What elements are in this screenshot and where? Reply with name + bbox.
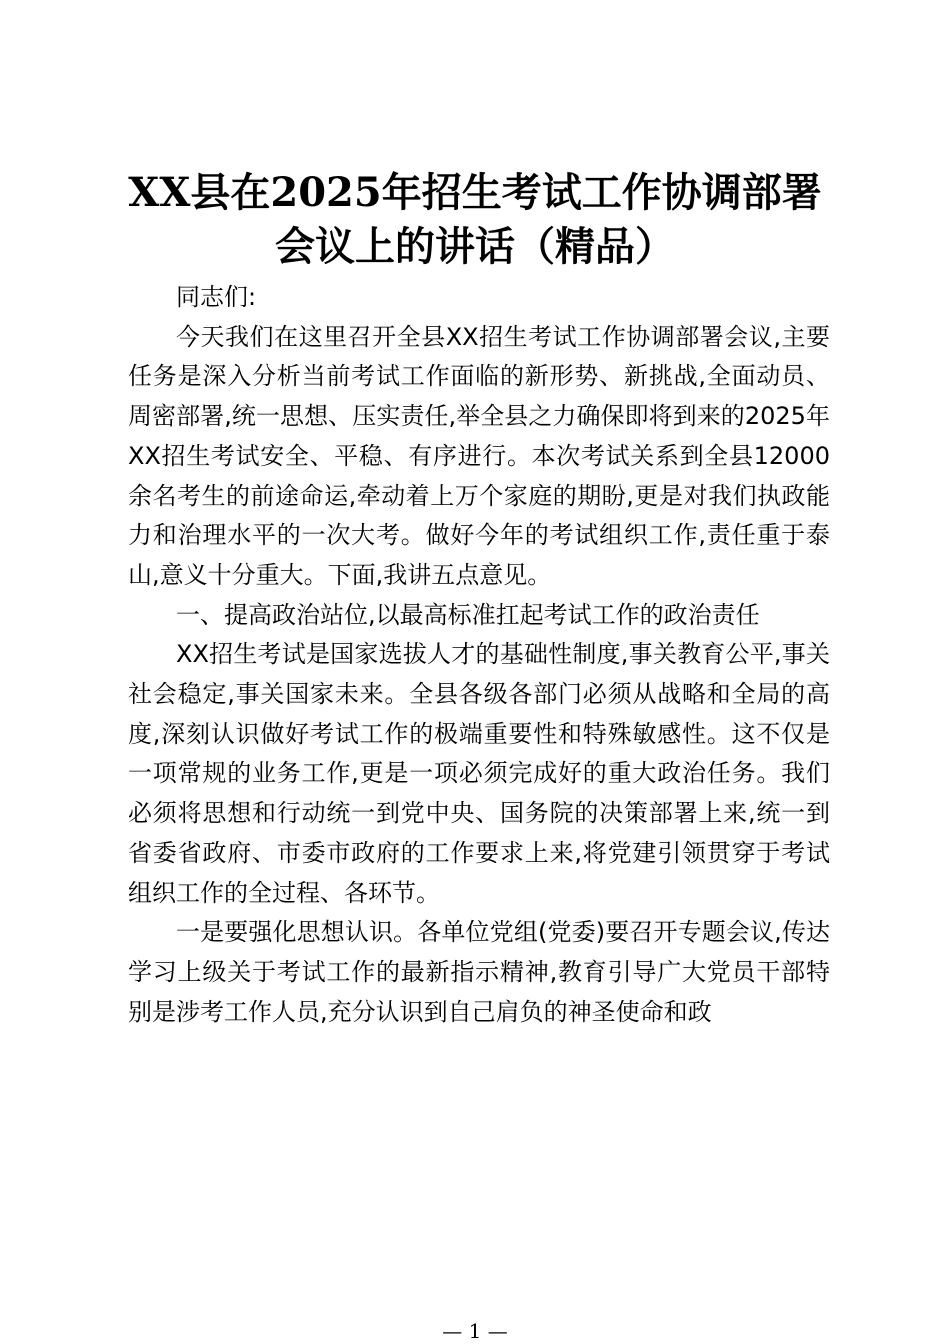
page-number: — 1 — — [442, 1319, 508, 1343]
document-title-line-1: XX县在2025年招生考试工作协调部署 — [128, 169, 822, 216]
paragraph-section-1: XX招生考试是国家选拔人才的基础性制度,事关教育公平,事关社会稳定,事关国家未来。全县各级各部门必须从战略和全局的高度,深刻认识做好考试工作的极端重要性和特殊敏感性。这不仅是一项常规的业务工作,更是一项必须完成好的重大政治任务。我们必须将思想和行动统一到党中央、国务院的决策部署上来,统一到省委省政府、市委市政府的工作要求上来,将党建引领贯穿于考试组织工作的全过程、各环节。 — [128, 640, 830, 907]
paragraph-point-1: 一是要强化思想认识。各单位党组(党委)要召开专题会议,传达学习上级关于考试工作的最新指示精神,教育引导广大党员干部特别是涉考工作人员,充分认识到自己肩负的神圣使命和政 — [128, 918, 830, 1026]
section-heading-1: 一、提高政治站位,以最高标准扛起考试工作的政治责任 — [176, 600, 760, 629]
document-title-line-2: 会议上的讲话（精品） — [275, 223, 675, 270]
document-body — [128, 278, 830, 1032]
greeting: 同志们: — [176, 283, 257, 311]
paragraph-intro: 今天我们在这里召开全县XX招生考试工作协调部署会议,主要任务是深入分析当前考试工作面临的新形势、新挑战,全面动员、周密部署,统一思想、压实责任,举全县之力确保即将到来的2025年XX招生考试安全、平稳、有序进行。本次考试关系到全县12000余名考生的前途命运,牵动着上万个家庭的期盼,更是对我们执政能力和治理水平的一次大考。做好今年的考试组织工作,责任重于泰山,意义十分重大。下面,我讲五点意见。 — [128, 322, 830, 589]
